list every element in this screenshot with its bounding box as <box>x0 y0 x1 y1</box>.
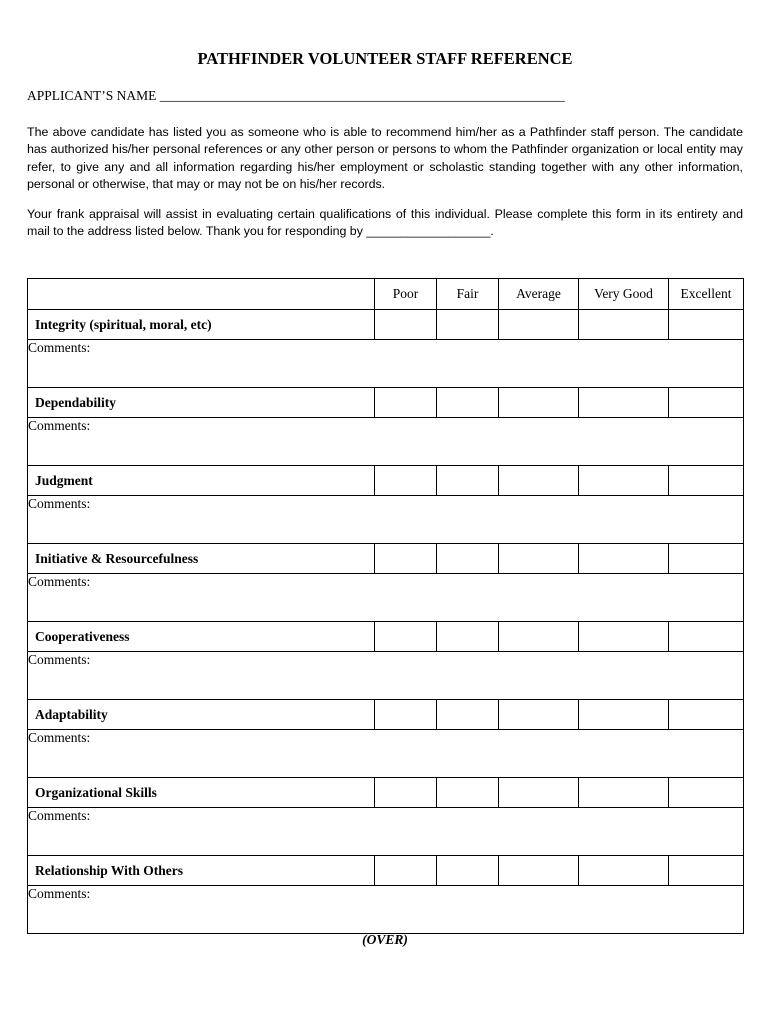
comments-row <box>28 574 744 622</box>
rating-cell-poor[interactable] <box>375 778 437 808</box>
rating-cell-excellent[interactable] <box>669 388 744 418</box>
applicant-name-blank[interactable]: ____________________________________________________________ <box>159 88 565 103</box>
rating-cell-excellent[interactable] <box>669 622 744 652</box>
rating-cell-poor[interactable] <box>375 388 437 418</box>
applicant-name-label: APPLICANT’S NAME <box>27 88 157 103</box>
comments-row <box>28 496 744 544</box>
rating-cell-fair[interactable] <box>437 778 499 808</box>
rating-cell-excellent[interactable] <box>669 466 744 496</box>
header-criteria-blank <box>28 279 375 310</box>
rating-cell-very-good[interactable] <box>579 622 669 652</box>
header-very-good: Very Good <box>579 279 669 310</box>
comments-row <box>28 886 744 934</box>
rating-body <box>28 310 744 934</box>
rating-cell-very-good[interactable] <box>579 778 669 808</box>
rating-cell-fair[interactable] <box>437 856 499 886</box>
criterion-row <box>28 856 744 886</box>
rating-cell-excellent[interactable] <box>669 700 744 730</box>
rating-header-row <box>28 279 744 310</box>
rating-cell-poor[interactable] <box>375 856 437 886</box>
comments-label: Comments: <box>28 340 91 355</box>
rating-cell-poor[interactable] <box>375 544 437 574</box>
criterion-label: Cooperativeness <box>28 622 375 652</box>
criterion-row <box>28 544 744 574</box>
comments-field[interactable] <box>28 730 744 778</box>
intro-paragraph: The above candidate has listed you as someone who is able to recommend him/her as a Pathfinder staff person. The candidate has authorized his/her personal references or any other person or persons to whom the Pathfinder organization or local entity may refer, to give any and all information regarding his/her employment or scholastic standing together with any other information, personal or otherwise, that may or may not be on his/her records. <box>27 125 743 191</box>
rating-cell-poor[interactable] <box>375 700 437 730</box>
criterion-label: Judgment <box>28 466 375 496</box>
page-title: PATHFINDER VOLUNTEER STAFF REFERENCE <box>197 49 573 68</box>
criterion-label: Relationship With Others <box>28 856 375 886</box>
comments-field[interactable] <box>28 886 744 934</box>
comments-row <box>28 730 744 778</box>
rating-cell-fair[interactable] <box>437 700 499 730</box>
rating-cell-fair[interactable] <box>437 544 499 574</box>
rating-cell-fair[interactable] <box>437 622 499 652</box>
rating-cell-average[interactable] <box>499 778 579 808</box>
criterion-row <box>28 622 744 652</box>
criterion-label: Initiative & Resourcefulness <box>28 544 375 574</box>
comments-label: Comments: <box>28 496 91 511</box>
criterion-row <box>28 700 744 730</box>
rating-cell-average[interactable] <box>499 388 579 418</box>
header-excellent: Excellent <box>669 279 744 310</box>
comments-field[interactable] <box>28 340 744 388</box>
criterion-label: Organizational Skills <box>28 778 375 808</box>
rating-table <box>27 278 744 934</box>
rating-cell-fair[interactable] <box>437 466 499 496</box>
comments-field[interactable] <box>28 418 744 466</box>
comments-row <box>28 340 744 388</box>
criterion-row <box>28 778 744 808</box>
rating-cell-excellent[interactable] <box>669 778 744 808</box>
criterion-label: Dependability <box>28 388 375 418</box>
header-poor: Poor <box>375 279 437 310</box>
applicant-name-line[interactable] <box>27 88 565 104</box>
comments-label: Comments: <box>28 574 91 589</box>
header-fair: Fair <box>437 279 499 310</box>
rating-cell-poor[interactable] <box>375 310 437 340</box>
comments-field[interactable] <box>28 496 744 544</box>
criterion-label: Adaptability <box>28 700 375 730</box>
rating-cell-average[interactable] <box>499 466 579 496</box>
criterion-row <box>28 310 744 340</box>
rating-cell-average[interactable] <box>499 310 579 340</box>
comments-label: Comments: <box>28 652 91 667</box>
comments-label: Comments: <box>28 418 91 433</box>
rating-cell-excellent[interactable] <box>669 310 744 340</box>
rating-cell-very-good[interactable] <box>579 856 669 886</box>
comments-row <box>28 808 744 856</box>
rating-cell-fair[interactable] <box>437 388 499 418</box>
rating-cell-excellent[interactable] <box>669 856 744 886</box>
rating-cell-very-good[interactable] <box>579 388 669 418</box>
rating-cell-average[interactable] <box>499 700 579 730</box>
rating-cell-very-good[interactable] <box>579 466 669 496</box>
criterion-label: Integrity (spiritual, moral, etc) <box>28 310 375 340</box>
header-average: Average <box>499 279 579 310</box>
over-note: (OVER) <box>362 932 408 947</box>
criterion-row <box>28 388 744 418</box>
rating-cell-average[interactable] <box>499 622 579 652</box>
criterion-row <box>28 466 744 496</box>
rating-cell-excellent[interactable] <box>669 544 744 574</box>
comments-field[interactable] <box>28 808 744 856</box>
comments-row <box>28 652 744 700</box>
rating-cell-fair[interactable] <box>437 310 499 340</box>
comments-label: Comments: <box>28 808 91 823</box>
rating-cell-very-good[interactable] <box>579 544 669 574</box>
rating-cell-very-good[interactable] <box>579 310 669 340</box>
rating-cell-very-good[interactable] <box>579 700 669 730</box>
rating-cell-average[interactable] <box>499 856 579 886</box>
rating-cell-poor[interactable] <box>375 622 437 652</box>
comments-field[interactable] <box>28 574 744 622</box>
comments-row <box>28 418 744 466</box>
comments-label: Comments: <box>28 730 91 745</box>
comments-label: Comments: <box>28 886 91 901</box>
comments-field[interactable] <box>28 652 744 700</box>
rating-cell-average[interactable] <box>499 544 579 574</box>
rating-cell-poor[interactable] <box>375 466 437 496</box>
instructions-paragraph: Your frank appraisal will assist in evaluating certain qualifications of this individual. Please complete this form in its entirety and mail to the address listed below. Thank you for responding by __________________. <box>27 207 743 239</box>
